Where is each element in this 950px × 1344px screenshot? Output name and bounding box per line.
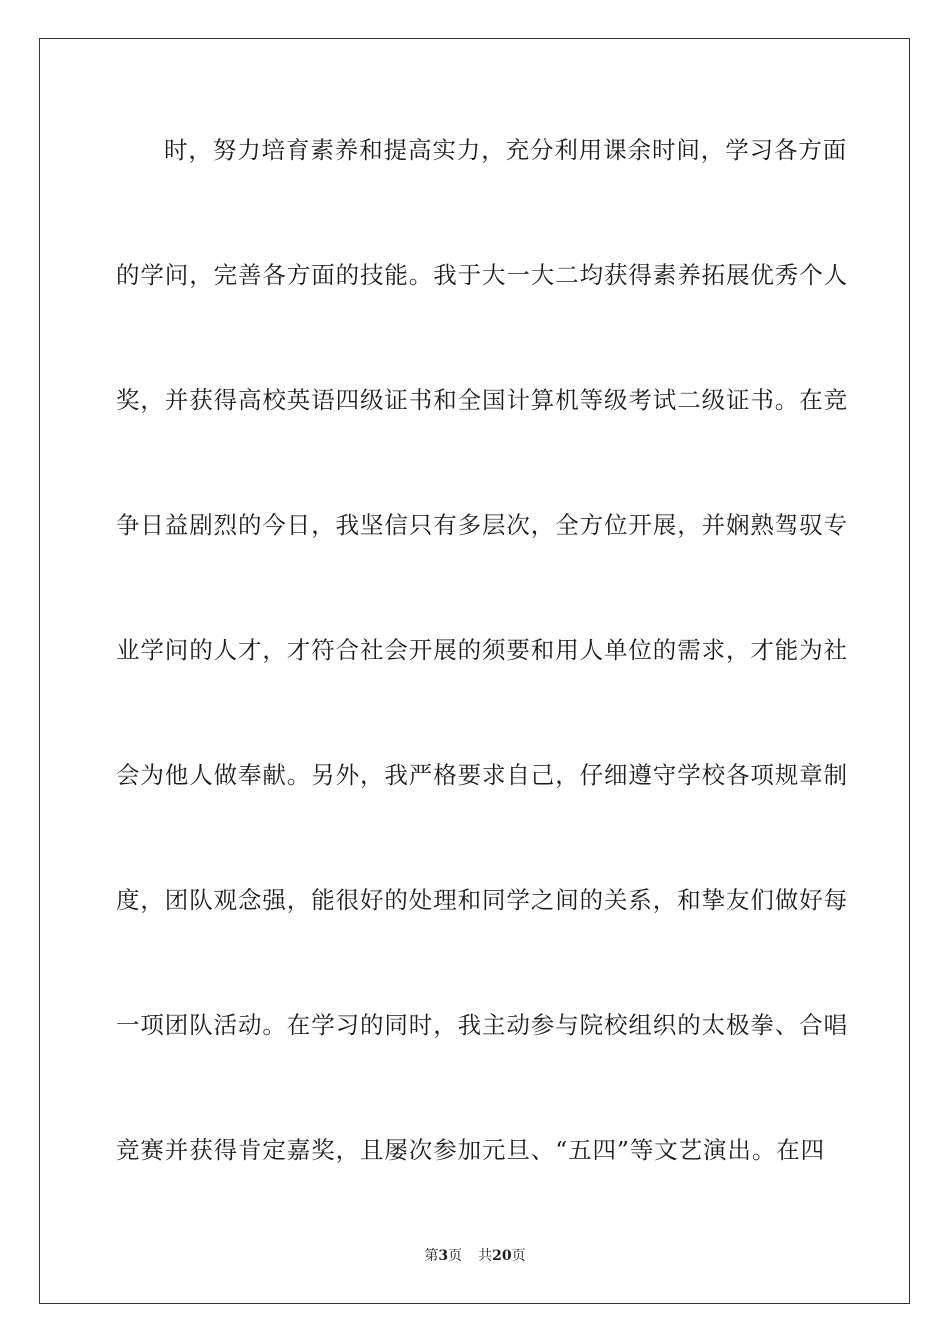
text-line-8: 一项团队活动。在学习的同时，我主动参与院校组织的太极拳、合唱 [116,1011,848,1039]
page-total-prefix: 共 [478,1248,493,1264]
document-body [116,120,848,1245]
page-total-suffix: 页 [511,1248,526,1264]
page-number-suffix: 页 [448,1248,463,1264]
text-line-5: 业学问的人才，才符合社会开展的须要和用人单位的需求，才能为社 [116,636,848,664]
text-line-9: 竞赛并获得肯定嘉奖，且屡次参加元旦、“五四”等文艺演出。在四 [116,1136,826,1164]
page-number-prefix: 第 [424,1248,439,1264]
page-number-current: 3 [438,1248,449,1264]
text-line-1: 时，努力培育素养和提高实力，充分利用课余时间，学习各方面 [164,136,848,164]
page-footer [0,1247,950,1265]
text-line-3: 奖，并获得高校英语四级证书和全国计算机等级考试二级证书。在竞 [116,386,848,414]
text-line-7: 度，团队观念强，能很好的处理和同学之间的关系，和挚友们做好每 [116,886,848,914]
text-line-2: 的学问，完善各方面的技能。我于大一大二均获得素养拓展优秀个人 [116,261,848,289]
text-line-6: 会为他人做奉献。另外，我严格要求自己，仔细遵守学校各项规章制 [116,761,848,789]
page-total-count: 20 [492,1248,512,1264]
text-line-4: 争日益剧烈的今日，我坚信只有多层次，全方位开展，并娴熟驾驭专 [116,511,848,539]
